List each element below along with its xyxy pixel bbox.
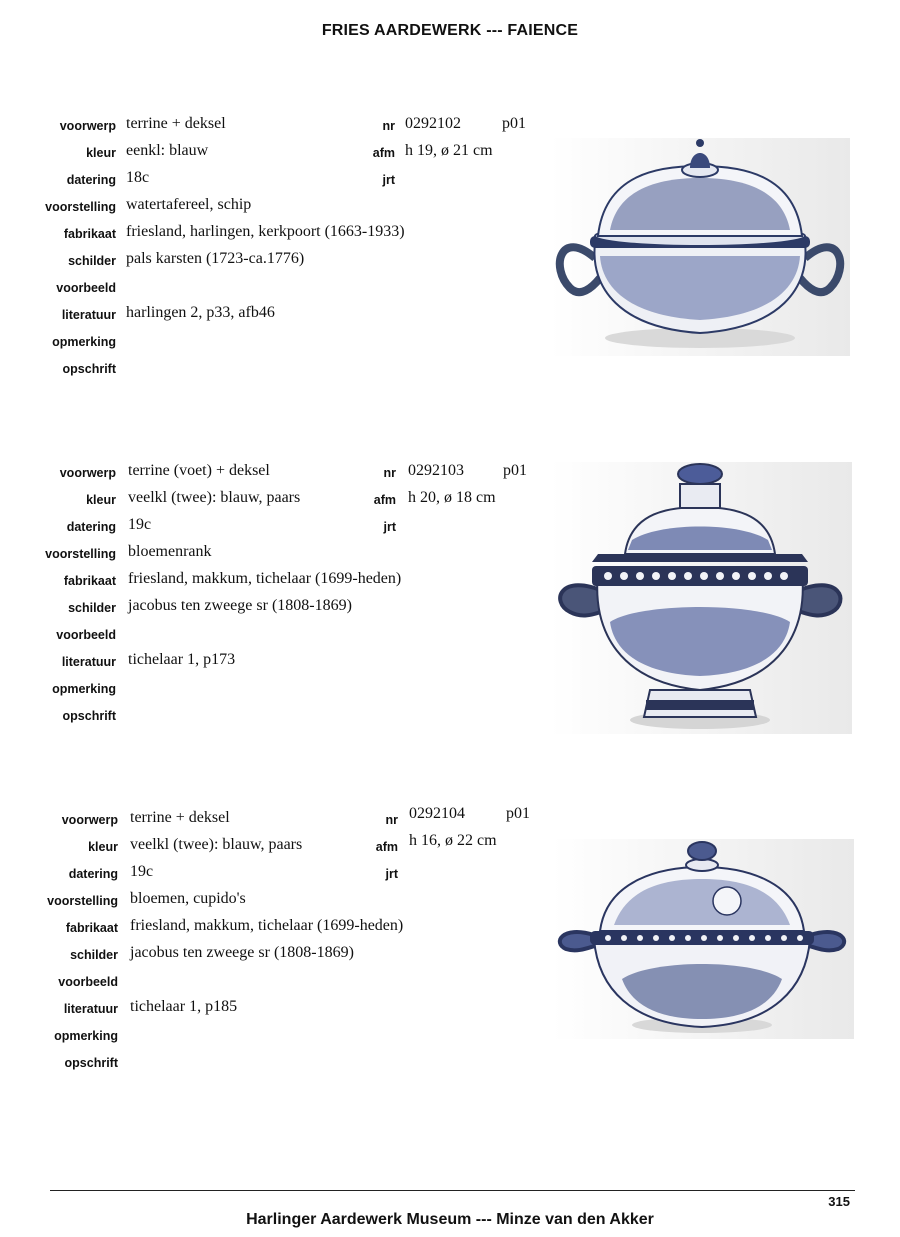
page-number: 315 bbox=[828, 1194, 850, 1209]
label-voorstelling: voorstelling bbox=[45, 547, 116, 561]
value-kleur: veelkl (twee): blauw, paars bbox=[128, 489, 301, 506]
value-fabrikaat: friesland, makkum, tichelaar (1699-heden) bbox=[130, 917, 404, 934]
value-afm: h 19, ø 21 cm bbox=[405, 142, 493, 159]
value-schilder: pals karsten (1723-ca.1776) bbox=[126, 250, 305, 267]
label-voorstelling: voorstelling bbox=[47, 894, 118, 908]
label-schilder: schilder bbox=[70, 948, 118, 962]
label-literatuur: literatuur bbox=[63, 1002, 118, 1016]
value-voorstelling: bloemen, cupido's bbox=[130, 890, 246, 907]
label-nr: nr bbox=[383, 466, 396, 480]
label-opschrift: opschrift bbox=[62, 709, 116, 723]
label-voorwerp: voorwerp bbox=[61, 813, 118, 827]
page-title: FRIES AARDEWERK --- FAIENCE bbox=[321, 22, 579, 39]
catalogue-record bbox=[0, 113, 900, 413]
label-jrt: jrt bbox=[383, 520, 396, 534]
label-opmerking: opmerking bbox=[54, 1029, 118, 1043]
label-literatuur: literatuur bbox=[61, 308, 116, 322]
label-datering: datering bbox=[66, 173, 116, 187]
label-voorbeeld: voorbeeld bbox=[56, 628, 116, 642]
label-afm: afm bbox=[375, 840, 398, 854]
label-voorbeeld: voorbeeld bbox=[58, 975, 118, 989]
label-opmerking: opmerking bbox=[52, 335, 116, 349]
label-opschrift: opschrift bbox=[64, 1056, 118, 1070]
value-nr: 0292103 bbox=[408, 462, 464, 479]
value-datering: 19c bbox=[128, 516, 152, 533]
object-photo bbox=[550, 138, 850, 356]
label-datering: datering bbox=[68, 867, 118, 881]
object-photo bbox=[552, 839, 854, 1039]
value-page-code: p01 bbox=[503, 462, 527, 479]
value-page-code: p01 bbox=[506, 805, 530, 822]
label-voorstelling: voorstelling bbox=[45, 200, 116, 214]
label-datering: datering bbox=[66, 520, 116, 534]
value-afm: h 16, ø 22 cm bbox=[409, 832, 497, 849]
value-afm: h 20, ø 18 cm bbox=[408, 489, 496, 506]
label-fabrikaat: fabrikaat bbox=[65, 921, 118, 935]
footer-rule bbox=[50, 1190, 855, 1191]
label-opmerking: opmerking bbox=[52, 682, 116, 696]
value-kleur: eenkl: blauw bbox=[126, 142, 209, 159]
label-nr: nr bbox=[382, 119, 395, 133]
value-fabrikaat: friesland, harlingen, kerkpoort (1663-1933) bbox=[126, 223, 405, 240]
object-photo bbox=[550, 462, 852, 734]
label-voorbeeld: voorbeeld bbox=[56, 281, 116, 295]
label-voorwerp: voorwerp bbox=[59, 119, 116, 133]
footer-credit: Harlinger Aardewerk Museum --- Minze van den Akker bbox=[246, 1211, 654, 1228]
value-voorwerp: terrine (voet) + deksel bbox=[128, 462, 270, 479]
label-kleur: kleur bbox=[86, 146, 116, 160]
catalogue-record bbox=[0, 807, 900, 1107]
label-kleur: kleur bbox=[86, 493, 116, 507]
label-kleur: kleur bbox=[88, 840, 118, 854]
value-literatuur: tichelaar 1, p185 bbox=[130, 998, 238, 1015]
catalogue-record bbox=[0, 460, 900, 760]
label-jrt: jrt bbox=[385, 867, 398, 881]
value-datering: 18c bbox=[126, 169, 150, 186]
label-literatuur: literatuur bbox=[61, 655, 116, 669]
label-jrt: jrt bbox=[382, 173, 395, 187]
label-voorwerp: voorwerp bbox=[59, 466, 116, 480]
value-literatuur: tichelaar 1, p173 bbox=[128, 651, 236, 668]
label-fabrikaat: fabrikaat bbox=[63, 227, 116, 241]
label-afm: afm bbox=[372, 146, 395, 160]
label-fabrikaat: fabrikaat bbox=[63, 574, 116, 588]
value-literatuur: harlingen 2, p33, afb46 bbox=[126, 304, 275, 321]
value-voorstelling: watertafereel, schip bbox=[126, 196, 252, 213]
label-nr: nr bbox=[385, 813, 398, 827]
value-schilder: jacobus ten zweege sr (1808-1869) bbox=[130, 944, 354, 961]
value-voorstelling: bloemenrank bbox=[128, 543, 212, 560]
label-opschrift: opschrift bbox=[62, 362, 116, 376]
label-schilder: schilder bbox=[68, 601, 116, 615]
value-schilder: jacobus ten zweege sr (1808-1869) bbox=[128, 597, 352, 614]
value-datering: 19c bbox=[130, 863, 154, 880]
value-voorwerp: terrine + deksel bbox=[130, 809, 230, 826]
value-fabrikaat: friesland, makkum, tichelaar (1699-heden) bbox=[128, 570, 402, 587]
label-schilder: schilder bbox=[68, 254, 116, 268]
value-nr: 0292104 bbox=[409, 805, 465, 822]
value-voorwerp: terrine + deksel bbox=[126, 115, 226, 132]
value-page-code: p01 bbox=[502, 115, 526, 132]
value-nr: 0292102 bbox=[405, 115, 461, 132]
value-kleur: veelkl (twee): blauw, paars bbox=[130, 836, 303, 853]
label-afm: afm bbox=[373, 493, 396, 507]
